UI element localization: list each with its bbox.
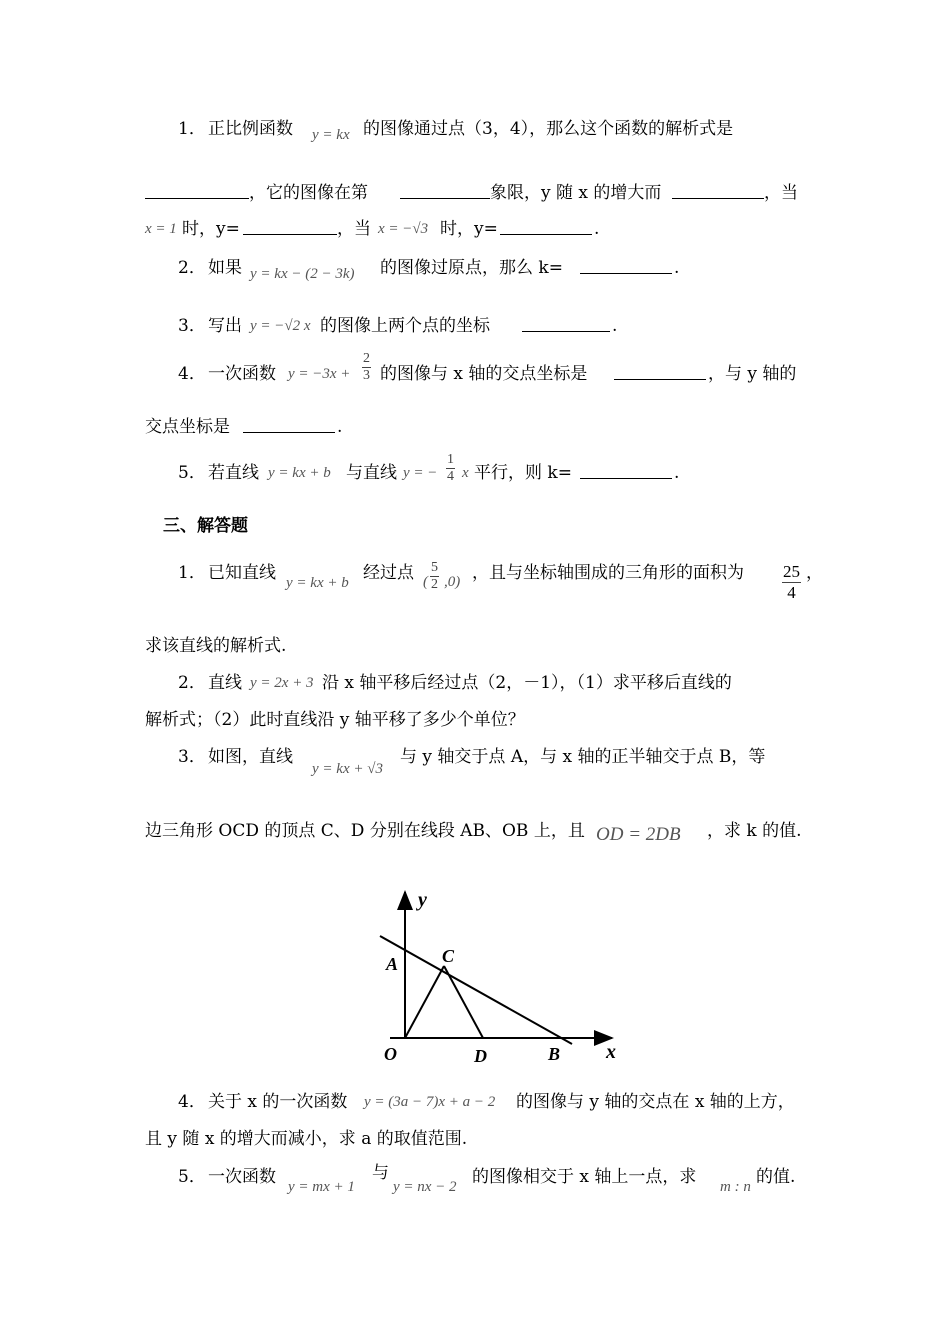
question-number: 1．	[178, 563, 206, 583]
question-text: 的图像过原点，那么 k=	[380, 258, 563, 278]
question-text: 经过点	[363, 563, 414, 583]
answer-blank[interactable]	[522, 315, 610, 332]
question-number: 5．	[178, 1167, 206, 1187]
question-text: 交点坐标是	[145, 417, 230, 437]
formula: y = −	[403, 465, 438, 481]
answer-blank[interactable]	[580, 257, 672, 274]
question-text: ，与 y 轴的	[708, 364, 797, 384]
fraction	[362, 351, 371, 384]
answer-blank[interactable]	[400, 182, 490, 199]
question-text: 如果	[208, 258, 242, 278]
question-number: 3．	[178, 747, 206, 767]
label-o: O	[384, 1044, 397, 1064]
question-text: ，当	[764, 183, 798, 203]
question-text: 的值.	[756, 1167, 796, 1187]
answer-blank[interactable]	[580, 462, 672, 479]
question-text: ，求 k 的值.	[707, 821, 802, 841]
question-text: 正比例函数	[208, 119, 293, 139]
question-text: 的图像与 x 轴的交点坐标是	[380, 364, 588, 384]
question-text: 与	[372, 1163, 389, 1183]
fraction-denominator: 4	[447, 469, 454, 484]
question-text: 关于 x 的一次函数	[208, 1092, 348, 1112]
fraction	[446, 452, 455, 485]
formula: y = nx − 2	[393, 1179, 457, 1195]
label-x: x	[606, 1041, 616, 1063]
question-text: 的图像相交于 x 轴上一点，求	[472, 1167, 697, 1187]
question-number: 3．	[178, 316, 206, 336]
fraction	[782, 562, 801, 603]
question-number: 2．	[178, 258, 206, 278]
line-ab	[380, 936, 572, 1044]
question-text: 边三角形 OCD 的顶点 C、D 分别在线段 AB、OB 上，且	[145, 821, 585, 841]
question-text: ，当	[337, 219, 371, 239]
formula: OD = 2DB	[596, 824, 681, 845]
question-text: .	[337, 417, 343, 437]
formula: y = kx − (2 − 3k)	[250, 266, 355, 282]
question-text: 时，y=	[440, 219, 498, 239]
question-text: 解析式；（2）此时直线沿 y 轴平移了多少个单位？	[145, 710, 525, 730]
formula: y = −√2 x	[250, 318, 311, 334]
question-number: 4．	[178, 364, 206, 384]
fraction-denominator: 2	[431, 577, 438, 592]
question-text: 若直线	[208, 463, 259, 483]
label-d: D	[474, 1046, 487, 1066]
question-text: 与直线	[346, 463, 397, 483]
question-number: 4．	[178, 1092, 206, 1112]
formula: x	[462, 465, 469, 481]
fraction-denominator: 4	[787, 583, 796, 602]
question-text: .	[594, 219, 600, 239]
fraction-denominator: 3	[363, 368, 370, 383]
answer-blank[interactable]	[243, 218, 337, 235]
formula: y = kx	[312, 127, 350, 143]
question-text: 与 y 轴交于点 A，与 x 轴的正半轴交于点 B，等	[400, 747, 766, 767]
label-y: y	[418, 889, 427, 911]
question-text: ，且与坐标轴围成的三角形的面积为	[472, 563, 744, 583]
answer-blank[interactable]	[145, 182, 249, 199]
segment-oc	[405, 966, 444, 1038]
fraction-numerator: 5	[431, 560, 438, 575]
formula: m : n	[720, 1179, 751, 1195]
question-text: 平行，则 k=	[474, 463, 572, 483]
answer-blank[interactable]	[500, 218, 592, 235]
question-text: 一次函数	[208, 1167, 276, 1187]
question-text: 直线	[208, 673, 242, 693]
fraction	[430, 560, 439, 593]
question-text: 已知直线	[208, 563, 276, 583]
formula: y = kx + b	[286, 575, 349, 591]
question-number: 5．	[178, 463, 206, 483]
section-title: 三、解答题	[163, 516, 248, 536]
question-text: 沿 x 轴平移后经过点（2，－1），（1）求平移后直线的	[322, 673, 732, 693]
fraction-numerator: 25	[783, 562, 800, 581]
question-text: 如图，直线	[208, 747, 293, 767]
fraction-numerator: 2	[363, 351, 370, 366]
question-text: .	[612, 316, 618, 336]
formula: x = 1	[145, 221, 177, 237]
question-text: 的图像通过点（3，4），那么这个函数的解析式是	[363, 119, 734, 139]
formula: y = (3a − 7)x + a − 2	[364, 1094, 496, 1110]
formula: (	[423, 574, 428, 590]
question-text: 的图像上两个点的坐标	[320, 316, 490, 336]
segment-cd	[444, 966, 483, 1038]
question-text: 的图像与 y 轴的交点在 x 轴的上方，	[516, 1092, 795, 1112]
fraction-numerator: 1	[447, 452, 454, 467]
formula: x = −√3	[378, 221, 429, 237]
question-text: 且 y 随 x 的增大而减小，求 a 的取值范围.	[145, 1129, 468, 1149]
question-number: 2．	[178, 673, 206, 693]
answer-blank[interactable]	[614, 363, 706, 380]
label-a: A	[386, 954, 399, 974]
formula: y = kx + b	[268, 465, 331, 481]
label-b: B	[548, 1044, 561, 1064]
question-number: 1．	[178, 119, 206, 139]
question-text: 求该直线的解析式.	[145, 636, 287, 656]
formula: y = 2x + 3	[250, 675, 314, 691]
formula: ,0)	[444, 574, 461, 590]
label-c: C	[442, 946, 455, 966]
question-text: ，它的图像在第	[249, 183, 368, 203]
formula: y = kx + √3	[312, 761, 383, 777]
formula: y = mx + 1	[288, 1179, 355, 1195]
question-text: ，	[806, 563, 823, 583]
question-text: .	[674, 463, 680, 483]
question-text: 象限，y 随 x 的增大而	[490, 183, 662, 203]
question-text: 一次函数	[208, 364, 276, 384]
question-text: .	[674, 258, 680, 278]
answer-blank[interactable]	[672, 182, 764, 199]
formula: y = −3x +	[288, 366, 351, 382]
geometry-figure	[360, 880, 630, 1070]
question-text: 时，y=	[182, 219, 240, 239]
answer-blank[interactable]	[243, 416, 335, 433]
question-text: 写出	[208, 316, 242, 336]
